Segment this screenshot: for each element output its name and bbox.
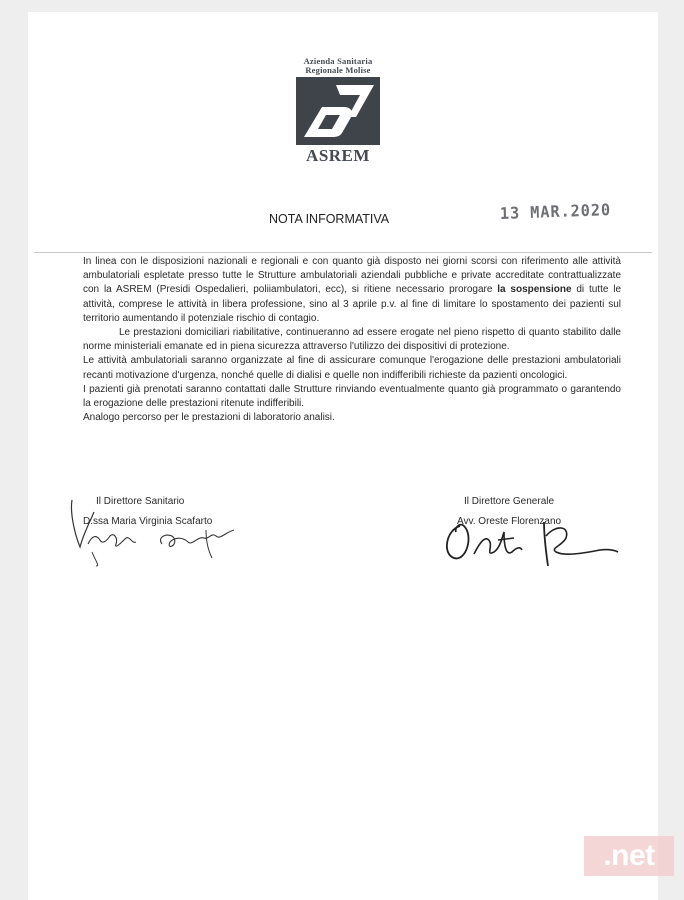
paragraph-3: Le attività ambulatoriali saranno organizzate al fine di assicurare comunque l'erogazione delle prestazioni ambulatoriali recanti motivazione d'urgenza, nonché quelle di dialisi e quelle non indifferibili richieste da pazienti oncologici. xyxy=(83,355,621,381)
divider-line xyxy=(34,252,652,253)
paragraph-1-text-b: di tutte le attività, comprese le attività in libera professione, sino al 3 aprile p.v. al fine di limitare lo spostamento dei pazienti sul territorio aumentando il potenziale rischio di contagio. xyxy=(83,284,622,324)
paragraph-1 xyxy=(83,255,621,326)
paragraph-5: Analogo percorso per le prestazioni di laboratorio analisi. xyxy=(83,412,335,424)
document-title: NOTA INFORMATIVA xyxy=(269,212,390,226)
date-stamp: 13 MAR.2020 xyxy=(499,199,612,224)
logo-line-2: Regionale Molise xyxy=(305,65,371,75)
document-body xyxy=(83,255,621,425)
right-handwritten-signature xyxy=(440,512,620,572)
logo-emblem-icon xyxy=(296,77,380,145)
logo-abbreviation: ASREM xyxy=(306,146,370,165)
asrem-logo xyxy=(295,57,381,166)
left-signatory-title: Il Direttore Sanitario xyxy=(96,496,185,507)
paragraph-2: Le prestazioni domiciliari riabilitative, continueranno ad essere erogate nel pieno rispetto di quanto stabilito dalle norme ministeriali emanate ed in piena sicurezza attraverso l'utilizzo dei dispositivi di protezione. xyxy=(83,327,621,353)
paragraph-4: I pazienti già prenotati saranno contattati dalle Strutture rinviando eventualmente quanto già programmato o garantendo la erogazione delle prestazioni ritenute indifferibili. xyxy=(83,383,621,410)
right-signatory-title: Il Direttore Generale xyxy=(464,496,555,507)
left-handwritten-signature xyxy=(66,492,246,567)
right-signatory-name: Avv. Oreste Florenzano xyxy=(457,516,562,527)
document-page xyxy=(28,12,658,900)
logo-line-1: Azienda Sanitaria xyxy=(303,56,373,66)
site-watermark: .net xyxy=(584,836,674,876)
left-signatory-name: D.ssa Maria Virginia Scafarto xyxy=(83,516,213,527)
paragraph-1-bold: la sospensione xyxy=(497,284,572,296)
paragraph-1-text-a: In linea con le disposizioni nazionali e regionali e con quanto già disposto nei giorni scorsi con riferimento alle attività ambulatoriali espletate presso tutte le Strutture ambulatoriali aziendali pubbliche e private accreditate contrattualizzate con la ASREM (Presidi Ospedalieri, poliiambulatori, ecc), si ritiene necessario prorogare xyxy=(83,256,621,296)
